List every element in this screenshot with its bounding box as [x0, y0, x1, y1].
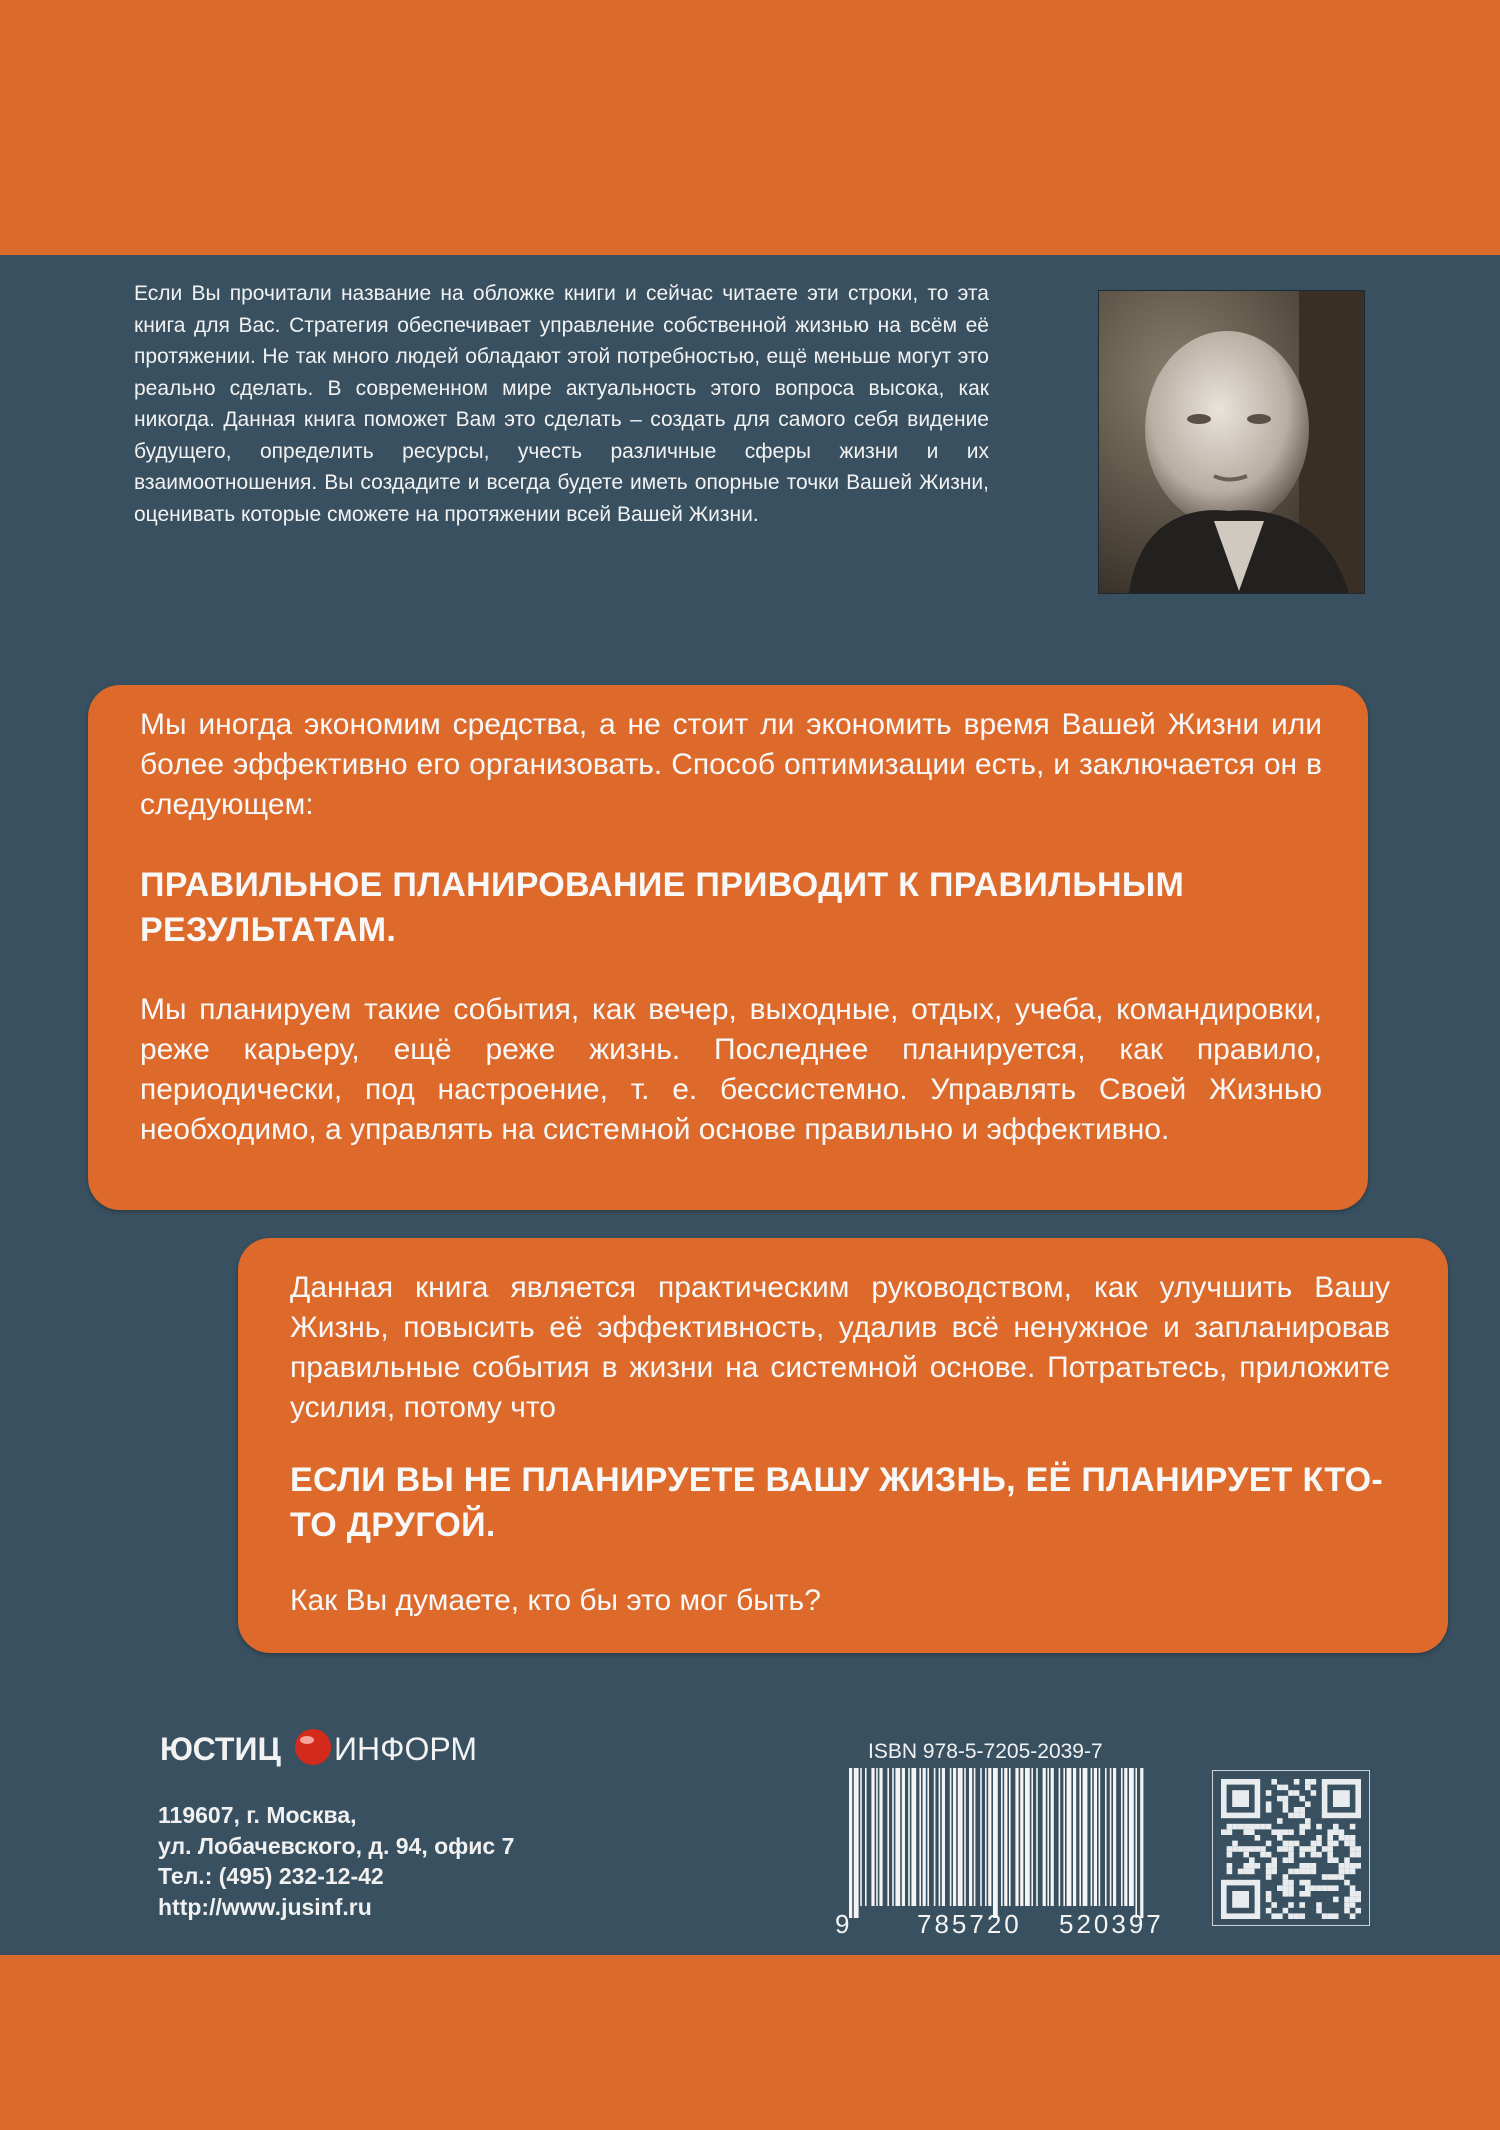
- barcode-bar: [980, 1768, 982, 1906]
- orange-info-box-2: [238, 1238, 1448, 1653]
- barcode-bar: [1051, 1768, 1054, 1906]
- qr-module: [1283, 1880, 1289, 1886]
- barcode-bar: [988, 1768, 991, 1906]
- qr-module: [1316, 1908, 1322, 1914]
- qr-module: [1322, 1846, 1328, 1852]
- qr-module: [1327, 1885, 1333, 1891]
- qr-module: [1350, 1846, 1356, 1852]
- qr-module: [1344, 1857, 1350, 1863]
- qr-module: [1283, 1801, 1289, 1807]
- qr-module: [1355, 1908, 1361, 1914]
- qr-module: [1327, 1913, 1333, 1919]
- qr-module: [1283, 1796, 1289, 1802]
- qr-module: [1294, 1790, 1300, 1796]
- barcode-bar: [849, 1768, 852, 1918]
- qr-module: [1266, 1852, 1272, 1858]
- barcode-bar: [908, 1768, 910, 1906]
- qr-module: [1305, 1891, 1311, 1897]
- qr-module: [1316, 1824, 1322, 1830]
- barcode-bar: [919, 1768, 921, 1906]
- qr-module: [1322, 1913, 1328, 1919]
- qr-module: [1316, 1841, 1322, 1847]
- barcode-bar: [1110, 1768, 1112, 1906]
- box2-bold-statement: ЕСЛИ ВЫ НЕ ПЛАНИРУЕТЕ ВАШУ ЖИЗНЬ, ЕЁ ПЛАНИРУЕТ КТО-ТО ДРУГОЙ.: [290, 1461, 1383, 1544]
- qr-module: [1350, 1863, 1356, 1869]
- barcode-bar: [958, 1768, 963, 1906]
- barcode-bar: [1121, 1768, 1123, 1906]
- qr-module: [1255, 1846, 1261, 1852]
- qr-module: [1277, 1818, 1283, 1824]
- qr-module: [1277, 1913, 1283, 1919]
- barcode-bar: [1043, 1768, 1046, 1906]
- qr-module: [1327, 1841, 1333, 1847]
- barcode-bar: [895, 1768, 900, 1906]
- qr-module: [1277, 1829, 1283, 1835]
- barcode-bar: [934, 1768, 936, 1906]
- qr-module: [1255, 1824, 1261, 1830]
- barcode-bar: [902, 1768, 905, 1906]
- qr-module: [1271, 1869, 1277, 1875]
- qr-module: [1299, 1880, 1305, 1886]
- qr-module: [1305, 1785, 1311, 1791]
- qr-module: [1344, 1880, 1350, 1886]
- qr-module: [1266, 1807, 1272, 1813]
- qr-module: [1266, 1841, 1272, 1847]
- barcode-bar: [1099, 1768, 1101, 1906]
- qr-module: [1266, 1897, 1272, 1903]
- qr-module: [1271, 1913, 1277, 1919]
- qr-module: [1299, 1796, 1305, 1802]
- qr-module: [1299, 1863, 1305, 1869]
- barcode-bar: [1015, 1768, 1018, 1906]
- barcode-bar: [974, 1768, 976, 1906]
- qr-module: [1311, 1869, 1317, 1875]
- qr-module: [1227, 1863, 1233, 1869]
- qr-module: [1266, 1891, 1272, 1897]
- qr-code-graphic: [1213, 1771, 1369, 1925]
- qr-module: [1311, 1841, 1317, 1847]
- barcode-bar: [1067, 1768, 1072, 1906]
- qr-module: [1243, 1824, 1249, 1830]
- qr-module: [1249, 1863, 1255, 1869]
- qr-module: [1271, 1863, 1277, 1869]
- qr-module: [1249, 1829, 1255, 1835]
- qr-module: [1260, 1824, 1266, 1830]
- barcode-digits: 785720: [917, 1909, 1022, 1939]
- barcode-bar: [879, 1768, 882, 1906]
- qr-module: [1238, 1846, 1244, 1852]
- qr-module: [1350, 1902, 1356, 1908]
- orange-info-box-1: [88, 685, 1368, 1210]
- qr-module: [1339, 1829, 1345, 1835]
- barcode-bar: [1025, 1768, 1030, 1906]
- qr-module: [1227, 1829, 1233, 1835]
- qr-module: [1344, 1908, 1350, 1914]
- barcode-bar: [1059, 1768, 1061, 1906]
- qr-module: [1232, 1846, 1238, 1852]
- qr-module: [1232, 1824, 1238, 1830]
- qr-module: [1283, 1857, 1289, 1863]
- qr-module: [1350, 1869, 1356, 1875]
- isbn-label: ISBN 978-5-7205-2039-7: [868, 1740, 1103, 1763]
- qr-module: [1283, 1785, 1289, 1791]
- qr-module: [1227, 1846, 1233, 1852]
- qr-module: [1316, 1885, 1322, 1891]
- qr-module: [1283, 1874, 1289, 1880]
- qr-module: [1266, 1863, 1272, 1869]
- box1-paragraph-2: Мы планируем такие события, как вечер, выходные, отдых, учеба, командировки, реже карьеру, ещё реже жизнь. Последнее планируется, как правило, периодически, под настроение, т. е. бессистемно. Управлять Своей Жизнью необходимо, а управлять на системной основе правильно и эффективно.: [140, 993, 1322, 1146]
- qr-module: [1288, 1913, 1294, 1919]
- qr-module: [1227, 1869, 1233, 1875]
- barcode-bar: [1031, 1768, 1033, 1906]
- qr-module: [1339, 1869, 1345, 1875]
- qr-module: [1355, 1863, 1361, 1869]
- address-line: Тел.: (495) 232-12-42: [158, 1863, 384, 1889]
- qr-module: [1344, 1835, 1350, 1841]
- qr-module: [1277, 1846, 1283, 1852]
- qr-module: [1249, 1846, 1255, 1852]
- qr-module: [1299, 1813, 1305, 1819]
- address-line: http://www.jusinf.ru: [158, 1893, 372, 1920]
- qr-module: [1327, 1846, 1333, 1852]
- qr-module: [1299, 1891, 1305, 1897]
- qr-module: [1283, 1841, 1289, 1847]
- qr-module: [1344, 1897, 1350, 1903]
- qr-module: [1277, 1885, 1283, 1891]
- barcode-bar: [876, 1768, 878, 1906]
- barcode-bar: [854, 1768, 859, 1918]
- qr-module: [1333, 1857, 1339, 1863]
- qr-module: [1327, 1852, 1333, 1858]
- qr-module: [1288, 1885, 1294, 1891]
- barcode-bar: [871, 1768, 874, 1906]
- qr-module: [1277, 1785, 1283, 1791]
- qr-module: [1355, 1897, 1361, 1903]
- qr-module: [1243, 1863, 1249, 1869]
- qr-module: [1294, 1807, 1300, 1813]
- qr-module: [1311, 1885, 1317, 1891]
- qr-module: [1277, 1835, 1283, 1841]
- barcode-digits: 520397: [1059, 1909, 1164, 1939]
- qr-module: [1255, 1863, 1261, 1869]
- box1-paragraph-1: Мы иногда экономим средства, а не стоит ли экономить время Вашей Жизни или более эффективно его организовать. Способ оптимизации есть, и заключается он в следующем:: [140, 708, 1322, 821]
- barcode-bar: [993, 1768, 998, 1918]
- barcode-bar: [1079, 1768, 1081, 1906]
- qr-module: [1283, 1891, 1289, 1897]
- qr-module: [1350, 1852, 1356, 1858]
- address-line: 119607, г. Москва,: [158, 1802, 357, 1828]
- qr-module: [1238, 1824, 1244, 1830]
- top-orange-band: [0, 0, 1500, 255]
- qr-finder-inner: [1232, 1891, 1249, 1908]
- qr-module: [1344, 1841, 1350, 1847]
- barcode-bar: [1140, 1768, 1143, 1918]
- qr-module: [1238, 1869, 1244, 1875]
- qr-module: [1350, 1824, 1356, 1830]
- barcode-bar: [969, 1768, 972, 1906]
- qr-module: [1333, 1824, 1339, 1830]
- address-line: ул. Лобачевского, д. 94, офис 7: [158, 1832, 515, 1859]
- qr-module: [1271, 1829, 1277, 1835]
- qr-module: [1288, 1902, 1294, 1908]
- qr-module: [1305, 1818, 1311, 1824]
- qr-module: [1271, 1779, 1277, 1785]
- qr-module: [1305, 1863, 1311, 1869]
- qr-module: [1277, 1796, 1283, 1802]
- barcode-bar: [942, 1768, 945, 1906]
- qr-module: [1283, 1885, 1289, 1891]
- box1-bold-statement: ПРАВИЛЬНОЕ ПЛАНИРОВАНИЕ ПРИВОДИТ К ПРАВИЛЬНЫМ РЕЗУЛЬТАТАМ.: [140, 866, 1185, 949]
- barcode-bar: [1001, 1768, 1003, 1906]
- qr-module: [1288, 1869, 1294, 1875]
- qr-module: [1249, 1824, 1255, 1830]
- publisher-address: [158, 1800, 618, 1922]
- qr-module: [1316, 1852, 1322, 1858]
- qr-module: [1266, 1790, 1272, 1796]
- qr-module: [1327, 1835, 1333, 1841]
- isbn-barcode: [835, 1768, 1164, 1939]
- qr-module: [1266, 1824, 1272, 1830]
- author-portrait-image: [1099, 291, 1364, 593]
- qr-module: [1327, 1874, 1333, 1880]
- qr-module: [1294, 1841, 1300, 1847]
- qr-module: [1305, 1880, 1311, 1886]
- qr-module: [1322, 1885, 1328, 1891]
- barcode-digits: 9: [835, 1909, 853, 1939]
- qr-module: [1344, 1869, 1350, 1875]
- qr-module: [1243, 1846, 1249, 1852]
- qr-module: [1339, 1874, 1345, 1880]
- qr-module: [1243, 1852, 1249, 1858]
- box2-paragraph-1: Данная книга является практическим руководством, как улучшить Вашу Жизнь, повысить её эффективность, удалив всё ненужное и запланировав правильные события в жизни на системной основе. Потратьтесь, приложите усилия, потому что: [290, 1271, 1390, 1424]
- barcode-bar: [939, 1768, 941, 1906]
- barcode-bar: [953, 1768, 956, 1906]
- barcode-bar: [1004, 1768, 1007, 1906]
- qr-module: [1299, 1846, 1305, 1852]
- qr-module: [1305, 1846, 1311, 1852]
- qr-module: [1271, 1857, 1277, 1863]
- qr-module: [1232, 1841, 1238, 1847]
- intro-text: Если Вы прочитали название на обложке книги и сейчас читаете эти строки, то эта книга для Вас. Стратегия обеспечивает управление собственной жизнью на всём её протяжении. Не так много людей обладают этой потребностью, ещё меньше могут это реально сделать. В современном мире актуальность этого вопроса высока, как никогда. Данная книга поможет Вам это сделать – создать для самого себя видение будущего, определить ресурсы, учесть различные сферы жизни и их взаимоотношения. Вы создадите и всегда будете иметь опорные точки Вашей Жизни, оценивать которые сможете на протяжении всей Вашей Жизни.: [134, 282, 989, 526]
- qr-module: [1339, 1835, 1345, 1841]
- qr-module: [1255, 1835, 1261, 1841]
- qr-module: [1266, 1908, 1272, 1914]
- qr-module: [1350, 1897, 1356, 1903]
- qr-module: [1283, 1846, 1289, 1852]
- qr-module: [1305, 1779, 1311, 1785]
- qr-module: [1350, 1835, 1356, 1841]
- qr-module: [1333, 1829, 1339, 1835]
- barcode-bar: [1083, 1768, 1088, 1906]
- barcode-bar: [1020, 1768, 1023, 1906]
- qr-module: [1355, 1891, 1361, 1897]
- qr-module: [1249, 1857, 1255, 1863]
- qr-module: [1288, 1841, 1294, 1847]
- qr-module: [1322, 1874, 1328, 1880]
- qr-finder-inner: [1232, 1790, 1249, 1807]
- qr-module: [1327, 1857, 1333, 1863]
- barcode-bar: [1124, 1768, 1127, 1906]
- qr-module: [1305, 1801, 1311, 1807]
- barcode-bar: [964, 1768, 966, 1906]
- qr-module: [1266, 1869, 1272, 1875]
- logo-left-text: ЮСТИЦ: [160, 1731, 281, 1767]
- qr-module: [1355, 1852, 1361, 1858]
- barcode-bar: [1047, 1768, 1049, 1906]
- qr-module: [1288, 1857, 1294, 1863]
- qr-module: [1311, 1863, 1317, 1869]
- qr-module: [1249, 1869, 1255, 1875]
- qr-module: [1350, 1885, 1356, 1891]
- barcode-bar: [1091, 1768, 1093, 1906]
- barcode-bar: [1073, 1768, 1076, 1906]
- author-photo: [1098, 290, 1365, 594]
- qr-module: [1260, 1852, 1266, 1858]
- qr-module: [1327, 1829, 1333, 1835]
- barcode-bar: [1036, 1768, 1038, 1906]
- qr-module: [1227, 1824, 1233, 1830]
- qr-module: [1350, 1891, 1356, 1897]
- qr-module: [1344, 1902, 1350, 1908]
- qr-module: [1333, 1897, 1339, 1903]
- barcode-bar: [911, 1768, 916, 1906]
- box2-paragraph-2: Как Вы думаете, кто бы это мог быть?: [290, 1584, 821, 1617]
- qr-module: [1288, 1880, 1294, 1886]
- barcode-bar: [985, 1768, 987, 1906]
- qr-module: [1294, 1913, 1300, 1919]
- qr-module: [1299, 1829, 1305, 1835]
- qr-module: [1288, 1852, 1294, 1858]
- logo-right-text: ИНФОРМ: [334, 1731, 477, 1767]
- qr-module: [1305, 1885, 1311, 1891]
- qr-module: [1299, 1807, 1305, 1813]
- qr-module: [1316, 1835, 1322, 1841]
- barcode-bar: [1113, 1768, 1116, 1906]
- qr-module: [1266, 1874, 1272, 1880]
- qr-module: [1260, 1846, 1266, 1852]
- qr-module: [1221, 1829, 1227, 1835]
- qr-module: [1333, 1885, 1339, 1891]
- barcode-bar: [927, 1768, 929, 1906]
- qr-module: [1350, 1913, 1356, 1919]
- qr-module: [1243, 1869, 1249, 1875]
- barcode-bar: [1135, 1768, 1137, 1918]
- qr-module: [1316, 1902, 1322, 1908]
- qr-module: [1288, 1813, 1294, 1819]
- barcode-bar: [950, 1768, 952, 1906]
- qr-module: [1339, 1863, 1345, 1869]
- barcode-bar: [1009, 1768, 1011, 1906]
- barcode-bar: [860, 1768, 862, 1906]
- qr-module: [1311, 1790, 1317, 1796]
- qr-module: [1299, 1852, 1305, 1858]
- qr-module: [1271, 1902, 1277, 1908]
- qr-module: [1344, 1863, 1350, 1869]
- qr-module: [1299, 1902, 1305, 1908]
- bottom-orange-band: [0, 1955, 1500, 2130]
- qr-module: [1299, 1824, 1305, 1830]
- qr-module: [1350, 1841, 1356, 1847]
- qr-module: [1288, 1790, 1294, 1796]
- barcode-bar: [1094, 1768, 1097, 1906]
- qr-module: [1288, 1829, 1294, 1835]
- publisher-logo: [160, 1722, 490, 1772]
- qr-module: [1243, 1829, 1249, 1835]
- qr-module: [1299, 1913, 1305, 1919]
- barcode-bar: [892, 1768, 894, 1906]
- qr-module: [1305, 1824, 1311, 1830]
- barcode-bar: [865, 1768, 867, 1906]
- qr-module: [1311, 1852, 1317, 1858]
- qr-module: [1311, 1846, 1317, 1852]
- qr-code: [1212, 1770, 1370, 1926]
- barcode-bar: [1129, 1768, 1134, 1906]
- barcode-bar: [1063, 1768, 1065, 1906]
- qr-module: [1283, 1908, 1289, 1914]
- qr-module: [1294, 1813, 1300, 1819]
- barcode-bar: [923, 1768, 926, 1906]
- qr-module: [1288, 1891, 1294, 1897]
- qr-module: [1294, 1869, 1300, 1875]
- qr-module: [1311, 1779, 1317, 1785]
- qr-module: [1283, 1807, 1289, 1813]
- qr-module: [1299, 1869, 1305, 1875]
- qr-module: [1288, 1846, 1294, 1852]
- qr-module: [1333, 1874, 1339, 1880]
- qr-module: [1305, 1869, 1311, 1875]
- qr-module: [1333, 1841, 1339, 1847]
- qr-module: [1355, 1846, 1361, 1852]
- qr-module: [1333, 1913, 1339, 1919]
- publisher-logo-graphic: [160, 1722, 490, 1772]
- qr-module: [1227, 1852, 1233, 1858]
- qr-module: [1266, 1801, 1272, 1807]
- barcode-bar: [1105, 1768, 1107, 1906]
- qr-finder-inner: [1333, 1790, 1350, 1807]
- qr-module: [1294, 1779, 1300, 1785]
- barcode-bar: [887, 1768, 889, 1906]
- qr-module: [1283, 1829, 1289, 1835]
